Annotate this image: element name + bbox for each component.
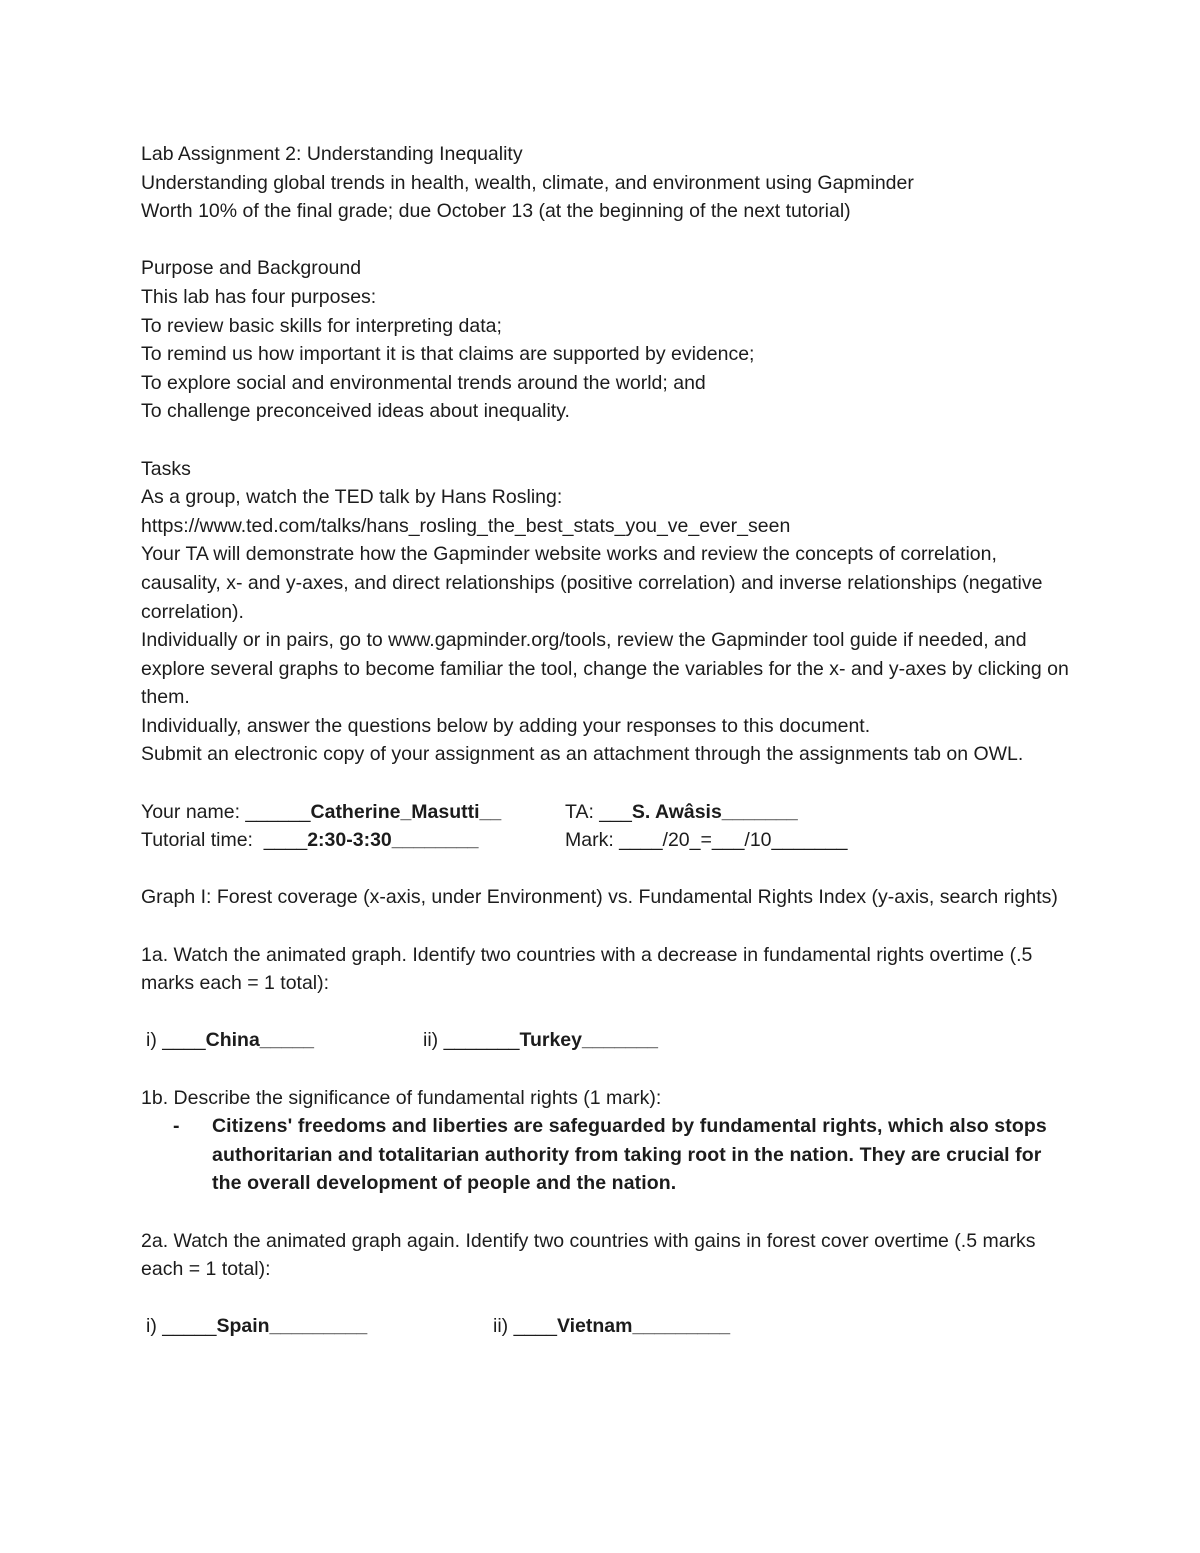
question-1a: 1a. Watch the animated graph. Identify two countries with a decrease in fundamental rights overtime (.5 marks each = 1 total): bbox=[141, 943, 1033, 995]
purpose-heading: Purpose and Background bbox=[141, 257, 362, 280]
purpose-item: To review basic skills for interpreting data; bbox=[141, 314, 502, 337]
doc-subtitle: Understanding global trends in health, wealth, climate, and environment using Gapminder bbox=[141, 171, 914, 194]
task-item: Submit an electronic copy of your assignment as an attachment through the assignments tab on OWL. bbox=[141, 743, 1024, 766]
purpose-item: To challenge preconceived ideas about inequality. bbox=[141, 400, 570, 423]
mark-field: Mark: ____/20_=___/10_______ bbox=[565, 829, 848, 852]
doc-title: Lab Assignment 2: Understanding Inequality bbox=[141, 143, 523, 165]
tutorial-time-value: 2:30-3:30________ bbox=[307, 829, 479, 852]
purpose-intro: This lab has four purposes: bbox=[141, 285, 377, 308]
question-1b: 1b. Describe the significance of fundamental rights (1 mark): bbox=[141, 1086, 662, 1109]
question-2a: 2a. Watch the animated graph again. Identify two countries with gains in forest cover overtime (.5 marks each = 1 total): bbox=[141, 1229, 1036, 1281]
answer-2a-row bbox=[141, 1312, 1070, 1341]
ted-talk-link[interactable]: https://www.ted.com/talks/hans_rosling_the_best_stats_you_ve_ever_seen bbox=[141, 514, 791, 537]
answer-1a-i[interactable]: i) ____China_____ bbox=[146, 1029, 315, 1052]
time-mark-row bbox=[141, 826, 1070, 855]
answer-1a-ii[interactable]: ii) _______Turkey_______ bbox=[423, 1029, 658, 1052]
task-item: Individually or in pairs, go to www.gapminder.org/tools, review the Gapminder tool guide if needed, and explore several graphs to become familiar the tool, change the variables for the x- and y-axes by clicking on them. bbox=[141, 629, 1069, 709]
bullet-dash: - bbox=[173, 1115, 180, 1138]
name-field[interactable]: Your name: ______Catherine_Masutti__ bbox=[141, 800, 502, 823]
task-item: As a group, watch the TED talk by Hans Rosling: bbox=[141, 486, 563, 509]
ta-value: S. Awâsis_______ bbox=[631, 800, 798, 823]
tasks-heading: Tasks bbox=[141, 457, 191, 480]
ta-field[interactable]: TA: ___S. Awâsis_______ bbox=[565, 800, 798, 823]
answer-1a-row bbox=[141, 1026, 1070, 1055]
purpose-item: To remind us how important it is that claims are supported by evidence; bbox=[141, 343, 755, 366]
answer-2a-ii[interactable]: ii) ____Vietnam_________ bbox=[493, 1315, 731, 1338]
answer-2a-i[interactable]: i) _____Spain_________ bbox=[146, 1315, 368, 1338]
answer-1b-text: Citizens' freedoms and liberties are safeguarded by fundamental rights, which also stops authoritarian and totalitarian authority from taking root in the nation. They are crucial for the overall development of people and the nation. bbox=[212, 1115, 1047, 1195]
doc-worth: Worth 10% of the final grade; due October 13 (at the beginning of the next tutorial) bbox=[141, 200, 851, 223]
tutorial-time-field[interactable]: Tutorial time: ____2:30-3:30________ bbox=[141, 829, 479, 852]
task-item: Your TA will demonstrate how the Gapminder website works and review the concepts of correlation, causality, x- and y-axes, and direct relationships (positive correlation) and inverse relationships (negative correlation). bbox=[141, 543, 1043, 623]
purpose-item: To explore social and environmental trends around the world; and bbox=[141, 371, 706, 394]
task-item: Individually, answer the questions below by adding your responses to this document. bbox=[141, 714, 871, 737]
graph1-heading: Graph I: Forest coverage (x-axis, under Environment) vs. Fundamental Rights Index (y-axis, search rights) bbox=[141, 886, 1058, 909]
answer-1b[interactable] bbox=[141, 1112, 1070, 1198]
name-value: Catherine_Masutti__ bbox=[310, 800, 502, 823]
name-ta-row bbox=[141, 798, 1070, 827]
